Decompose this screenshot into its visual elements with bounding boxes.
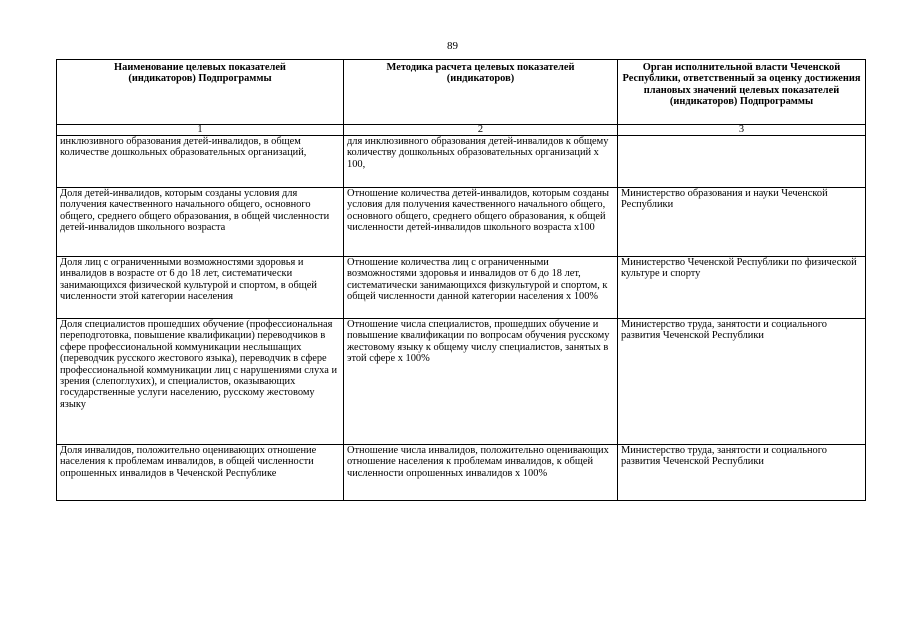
authority-cell: Министерство образования и науки Чеченской Республики — [618, 188, 866, 257]
authority-cell: Министерство труда, занятости и социального развития Чеченской Республики — [618, 445, 866, 501]
indicator-cell: Доля специалистов прошедших обучение (профессиональная переподготовка, повышение квалификации) переводчиков в сфере профессиональной коммуникации неслышащих (переводчик русского жестового языка), переводчик в сфере профессиональной коммуникации лиц с нарушениями слуха и зрения (слепоглухих), и специалистов, оказывающих государственные услуги населению, русскому жестовому языку — [57, 319, 344, 445]
indicator-cell: Доля детей-инвалидов, которым созданы условия для получения качественного начального общего, основного общего, среднего общего образования, в общей численности детей-инвалидов школьного возраста — [57, 188, 344, 257]
indicator-cell: Доля лиц с ограниченными возможностями здоровья и инвалидов в возрасте от 6 до 18 лет, систематически занимающихся физической культурой и спортом, в общей численности этой категории населения — [57, 257, 344, 319]
authority-cell: Министерство Чеченской Республики по физической культуре и спорту — [618, 257, 866, 319]
table-row — [57, 136, 866, 188]
method-cell: Отношение количества детей-инвалидов, которым созданы условия для получения качественного начального общего, основного общего, среднего общего образования, к общей численности детей-инвалидов школьного возраста х100 — [344, 188, 618, 257]
column-number: 2 — [344, 125, 618, 136]
column-number: 3 — [618, 125, 866, 136]
column-number: 1 — [57, 125, 344, 136]
method-cell: Отношение количества лиц с ограниченными возможностями здоровья и инвалидов от 6 до 18 лет, систематически занимающихся физкультурой и спортом, к общей численности данной категории населения х 100% — [344, 257, 618, 319]
table-row — [57, 188, 866, 257]
header-responsible-authority: Орган исполнительной власти Чеченской Республики, ответственный за оценку достижения плановых значений целевых показателей (индикаторов) Подпрограммы — [618, 60, 866, 125]
page-number: 89 — [447, 40, 458, 52]
indicators-table — [56, 59, 866, 501]
column-number-row — [57, 125, 866, 136]
indicator-cell: Доля инвалидов, положительно оценивающих отношение населения к проблемам инвалидов, в общей численности опрошенных инвалидов в Чеченской Республике — [57, 445, 344, 501]
table-row — [57, 445, 866, 501]
authority-cell — [618, 136, 866, 188]
method-cell: Отношение числа инвалидов, положительно оценивающих отношение населения к проблемам инвалидов, к общей численности опрошенных инвалидов х 100% — [344, 445, 618, 501]
method-cell: для инклюзивного образования детей-инвалидов к общему количеству дошкольных образовательных организаций х 100, — [344, 136, 618, 188]
table-row — [57, 257, 866, 319]
table-row — [57, 319, 866, 445]
indicator-cell: инклюзивного образования детей-инвалидов, в общем количестве дошкольных образовательных организаций, — [57, 136, 344, 188]
authority-cell: Министерство труда, занятости и социального развития Чеченской Республики — [618, 319, 866, 445]
header-indicator-name: Наименование целевых показателей (индикаторов) Подпрограммы — [57, 60, 344, 125]
method-cell: Отношение числа специалистов, прошедших обучение и повышение квалификации по вопросам обучения русскому жестовому языку к общему числу специалистов, занятых в этой сфере х 100% — [344, 319, 618, 445]
table-header-row — [57, 60, 866, 125]
header-calculation-method: Методика расчета целевых показателей (индикаторов) — [344, 60, 618, 125]
